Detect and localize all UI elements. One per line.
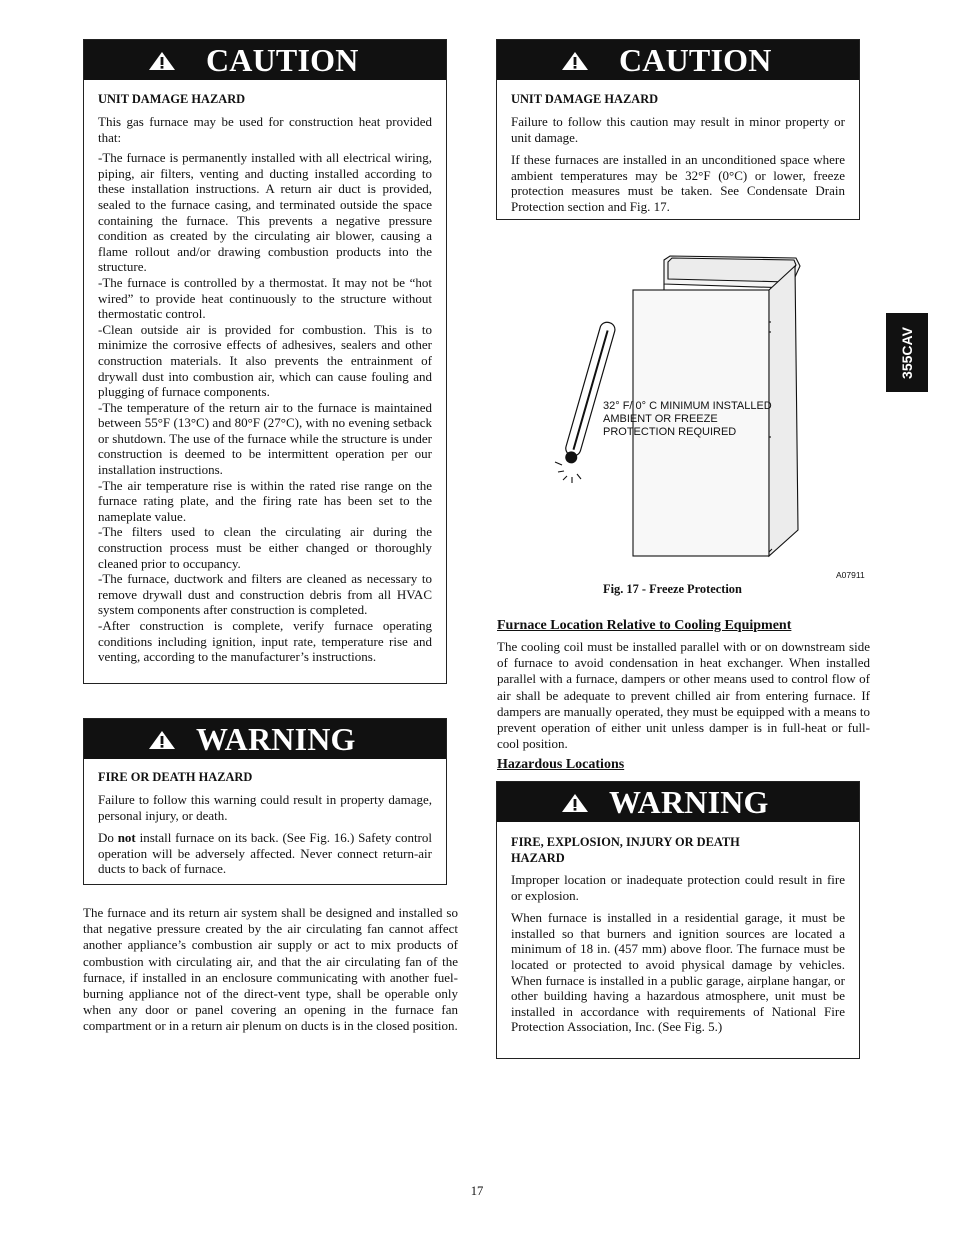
caution-item: -The air temperature rise is within the rated rise range on the furnace rating plate, and the firing rate has been set to the nameplate value. — [98, 477, 432, 524]
warning-triangle-icon — [148, 730, 176, 750]
caution-item: -After construction is complete, verify furnace operating conditions including ignition, input rate, temperature rise and venting, according to the manufacturer’s instructions. — [98, 618, 432, 665]
figure-label-line: 32° F/ 0° C MINIMUM INSTALLED — [603, 400, 772, 412]
caution-intro: This gas furnace may be used for construction heat provided that: — [98, 114, 432, 145]
page-number: 17 — [470, 1184, 484, 1198]
caution-heading: CAUTION — [206, 41, 359, 78]
caution-item: -The furnace, ductwork and filters are cleaned as necessary to remove drywall dust and construction debris from all HVAC system components after construction is completed. — [98, 571, 432, 618]
caution-box-right — [496, 39, 860, 220]
caution-heading: CAUTION — [619, 41, 772, 78]
caution-text: If these furnaces are installed in an unconditioned space where ambient temperatures may be 32°F (0°C) or lower, freeze protection measures must be taken. See Condensate Drain Protection section and Fig. 17. — [511, 152, 845, 214]
caution-item: -The filters used to clean the circulating air during the construction process must be either changed or thoroughly cleaned prior to occupancy. — [98, 524, 432, 571]
warning-box-left — [83, 718, 447, 885]
section-heading-cooling: Furnace Location Relative to Cooling Equipment — [497, 618, 792, 633]
warning-triangle-icon — [561, 793, 589, 813]
hazard-title — [511, 834, 845, 866]
body-paragraph: The furnace and its return air system shall be designed and installed so that negative pressure created by the air circulating fan cannot affect another appliance’s combustion air supply or act to mix products of combustion with circulating air, and that the air circulating fan of the furnace, if installed in an enclosure communicating with another fuel-burning appliance not of the direct-vent type, shall be operable only when any door or panel covering an opening in the furnace fan compartment or in a return air plenum on ducts is in the closed position. — [83, 905, 458, 1034]
caution-box-left — [83, 39, 447, 684]
freeze-protection-figure — [540, 252, 880, 577]
caution-item: -The furnace is permanently installed with all electrical wiring, piping, air filters, venting and ducting installed according to these installation instructions. A return air duct is provided, sealed to the furnace casing, and terminated outside the space containing the furnace. This prevents a negative pressure condition as created by the circulating air blower, causing a flame rollout and/or drawing combustion products into the structure. — [98, 150, 432, 275]
warning-text: When furnace is installed in a residential garage, it must be installed so that burners and ignition sources are located a minimum of 18 in. (457 mm) above floor. The furnace must be located or protected to avoid physical damage by vehicles. When furnace is installed in a public garage, airplane hangar, or other building having a hazardous atmosphere, unit must be installed in accordance with requirements of National Fire Protection Association, Inc. (See Fig. 5.) — [511, 910, 845, 1035]
text-run: Do — [98, 830, 118, 846]
caution-header — [84, 40, 446, 80]
hazard-title-line: HAZARD — [511, 851, 565, 865]
warning-triangle-icon — [561, 51, 589, 71]
figure-caption: Fig. 17 - Freeze Protection — [603, 582, 742, 596]
model-side-tab — [886, 313, 928, 392]
emphasis: not — [117, 830, 136, 846]
hazard-title: UNIT DAMAGE HAZARD — [511, 92, 659, 106]
figure-code: A07911 — [836, 570, 865, 580]
text-run: install furnace on its back. (See Fig. 16.) Safety control operation will be adversely affected. Never connect return-air ducts to back of furnace. — [98, 830, 432, 877]
hazard-title-line: FIRE, EXPLOSION, INJURY OR DEATH — [511, 835, 740, 849]
caution-item: -The temperature of the return air to the furnace is maintained between 55°F (13°C) and 80°F (27°C), with no evening setback or shutdown. The use of the furnace while the structure is under construction is deemed to be intermittent operation per our installation instructions. — [98, 399, 432, 478]
figure-label-line: PROTECTION REQUIRED — [603, 426, 737, 438]
figure-label-line: AMBIENT OR FREEZE — [603, 413, 718, 425]
warning-header — [84, 719, 446, 759]
warning-triangle-icon — [148, 51, 176, 71]
warning-body — [84, 759, 446, 892]
warning-body — [497, 822, 859, 1050]
caution-body — [497, 80, 859, 230]
caution-header — [497, 40, 859, 80]
body-paragraph: The cooling coil must be installed parallel with or on downstream side of furnace to avoid condensation in heat exchanger. When installed parallel with a furnace, dampers or other means used to control flow of air shall be adequate to prevent chilled air from entering furnace. If dampers are manually operated, they must be equipped with a means to prevent operation of either unit unless damper is in full-heat or full-cool position. — [497, 639, 870, 752]
warning-heading: WARNING — [609, 783, 769, 820]
warning-header — [497, 782, 859, 822]
warning-heading: WARNING — [196, 720, 356, 757]
caution-item: -The furnace is controlled by a thermostat. It may not be “hot wired” to provide heat continuously to the structure without thermostatic control. — [98, 274, 432, 322]
caution-item: -Clean outside air is provided for combustion. This is to minimize the corrosive effects of adhesives, sealers and other construction materials. It also prevents the entrainment of drywall dust into combustion air, which can cause fouling and plugging of furnace components. — [98, 321, 432, 400]
caution-text: Failure to follow this caution may result in minor property or unit damage. — [511, 114, 845, 145]
warning-text: Improper location or inadequate protection could result in fire or explosion. — [511, 872, 845, 903]
section-heading-hazardous: Hazardous Locations — [497, 757, 625, 772]
hazard-title: FIRE OR DEATH HAZARD — [98, 770, 253, 784]
warning-text — [98, 830, 432, 877]
model-number: 355CAV — [899, 326, 916, 379]
hazard-title: UNIT DAMAGE HAZARD — [98, 92, 246, 106]
caution-body — [84, 80, 446, 675]
warning-text: Failure to follow this warning could result in property damage, personal injury, or death. — [98, 792, 432, 823]
warning-box-right — [496, 781, 860, 1059]
